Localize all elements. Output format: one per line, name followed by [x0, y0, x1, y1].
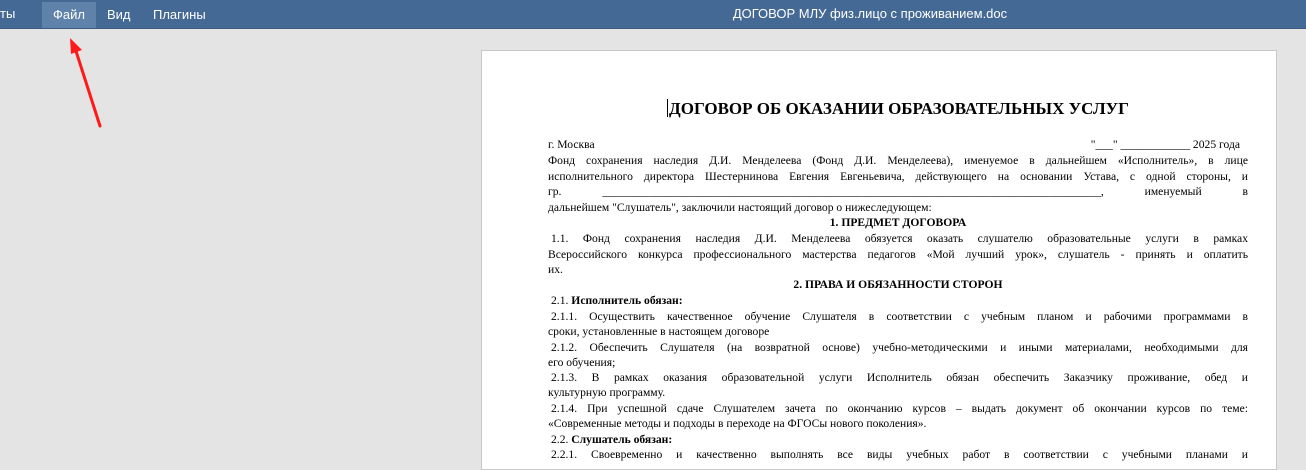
doc-line: 2.1.4. При успешной сдаче Слушателем зачета по окончанию курсов – выдать документ об окончании курсов по теме: [551, 402, 1248, 415]
menu-bar [0, 0, 1306, 29]
doc-line: его обучения; [548, 355, 616, 369]
doc-line: Всероссийского конкурса профессионального мастерства педагогов «Мой лучший урок», слушатель - принять и оплатить [548, 247, 1248, 261]
section-heading: 1. ПРЕДМЕТ ДОГОВОРА [829, 216, 967, 229]
doc-line: дальнейшем "Слушатель", заключили настоящий договор о нижеследующем: [548, 200, 932, 214]
menu-plugins[interactable]: Плагины [153, 7, 206, 22]
menu-file[interactable]: Файл [42, 2, 96, 28]
contract-date: "___" ____________ 2025 года [1090, 138, 1240, 151]
doc-line: 2.1.3. В рамках оказания образовательной услуги Исполнитель обязан обеспечить Заказчику проживание, обед и [551, 371, 1248, 384]
doc-line: исполнительного директора Шестернинова Евгения Евгеньевича, действующего на основании Устава, с одной стороны, и [548, 169, 1248, 183]
menu-view[interactable]: Вид [107, 7, 131, 22]
red-arrow-annotation [62, 34, 106, 130]
text-cursor [667, 99, 668, 117]
document-heading: ДОГОВОР ОБ ОКАЗАНИИ ОБРАЗОВАТЕЛЬНЫХ УСЛУГ [669, 99, 1129, 118]
subsection-heading: 2.2. Слушатель обязан: [551, 432, 673, 446]
subsection-heading: 2.1. Исполнитель обязан: [551, 294, 683, 307]
city: г. Москва [548, 138, 595, 151]
doc-line: 2.1.1. Осуществить качественное обучение Слушателя в соответствии с учебным планом и рабочими программами в [551, 309, 1248, 323]
section-heading: 2. ПРАВА И ОБЯЗАННОСТИ СТОРОН [793, 278, 1003, 291]
doc-line: культурную программу. [548, 386, 666, 399]
document-title: ДОГОВОР МЛУ физ.лицо с проживанием.doc [732, 6, 1008, 21]
doc-line: 2.1.2. Обеспечить Слушателя (на возвратной основе) учебно-методическими и иными материалами, необходимыми для [551, 340, 1248, 354]
city-date-line [548, 137, 1248, 153]
doc-line: Фонд сохранения наследия Д.И. Менделеева (Фонд Д.И. Менделеева), именуемое в дальнейшем «Исполнитель», в лице [548, 154, 1248, 167]
document-page[interactable] [481, 50, 1277, 470]
doc-line: 1.1. Фонд сохранения наследия Д.И. Менделеева обязуется оказать слушателю образовательные услуги в рамках [551, 232, 1248, 245]
doc-line: «Современные методы и подходы в переходе на ФГОСы нового поколения». [548, 417, 927, 430]
doc-line: гр. ______________________________________________________________________________________, именуемый в [548, 185, 1248, 198]
doc-line: их. [548, 263, 563, 276]
menu-item-truncated[interactable]: ты [0, 6, 16, 21]
doc-line: 2.2.1. Своевременно и качественно выполнять все виды учебных работ в соответствии с учебными планами и [551, 448, 1248, 461]
doc-line: сроки, установленные в настоящем договоре [548, 324, 770, 338]
